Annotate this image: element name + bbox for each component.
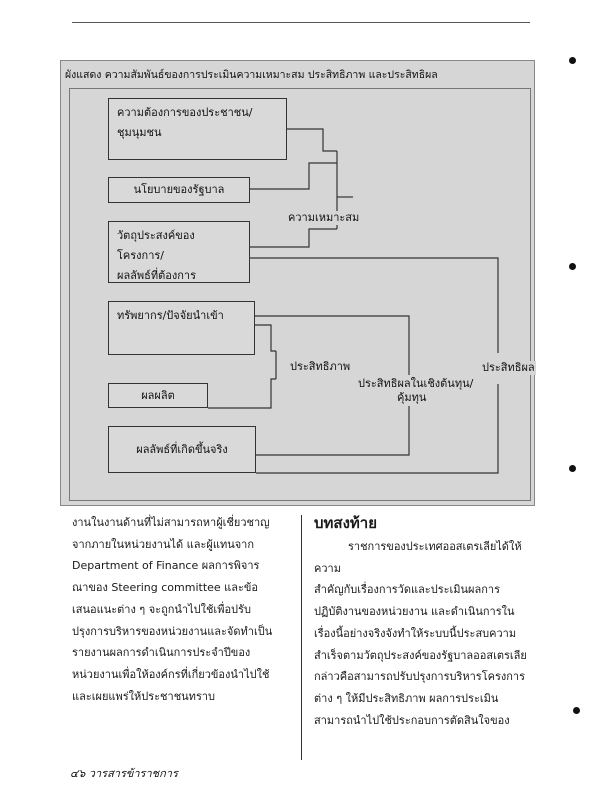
box-actual-outcome	[108, 426, 256, 473]
box-public-needs-line2: ชุมนุมชน	[117, 126, 162, 139]
box-output-label: ผลผลิต	[141, 388, 175, 402]
left-line: เสนอแนะต่าง ๆ จะถูกนำไปใช้เพื่อปรับ	[72, 602, 251, 616]
section-heading: บทสงท้าย	[314, 514, 377, 532]
left-line: Department of Finance ผลการพิจาร	[72, 559, 260, 573]
relationship-diagram	[60, 60, 535, 506]
left-line: จากภายในหน่วยงานได้ และผู้แทนจาก	[72, 537, 255, 551]
right-line: สำเร็จตามวัตถุประสงค์ของรัฐบาลออสเตรเลีย	[314, 648, 527, 662]
top-rule	[72, 22, 530, 23]
diagram-title: ผังแสดง ความสัมพันธ์ของการประเมินความเหมาะสม ประสิทธิภาพ และประสิทธิผล	[65, 69, 438, 81]
box-resources-inputs-label: ทรัพยากร/ปัจจัยนำเข้า	[117, 309, 224, 322]
margin-bullet-3	[569, 465, 576, 472]
right-line: สำคัญกับเรื่องการวัดและประเมินผลการ	[314, 583, 500, 597]
right-line: ปฏิบัติงานของหน่วยงาน และดำเนินการใน	[314, 605, 515, 619]
right-line: ต่าง ๆ ให้มีประสิทธิภาพ ผลการประเมิน	[314, 691, 499, 705]
left-line: รายงานผลการดำเนินการประจำปีของ	[72, 646, 251, 660]
right-line: เรื่องนี้อย่างจริงจังทำให้ระบบนี้ประสบความ	[314, 626, 517, 640]
box-public-needs	[108, 98, 287, 160]
left-line: งานในงานด้านที่ไม่สามารถหาผู้เชี่ยวชาญ	[72, 516, 270, 529]
box-output	[108, 383, 208, 408]
left-line: ณาของ Steering committee และข้อ	[72, 581, 259, 595]
right-line: สามารถนำไปใช้ประกอบการตัดสินใจของ	[314, 713, 510, 727]
page-footer: ๔๖ วารสารข้าราชการ	[70, 767, 178, 780]
label-effectiveness: ประสิทธิผล	[482, 361, 535, 374]
left-line: ปรุงการบริหารของหน่วยงานและจัดทำเป็น	[72, 624, 273, 638]
label-relevance: ความเหมาะสม	[288, 211, 360, 224]
right-text-column	[314, 510, 536, 731]
box-government-policy	[108, 177, 250, 203]
right-line: ราชการของประเทศออสเตรเลียได้ให้ความ	[314, 540, 522, 575]
box-actual-outcome-label: ผลลัพธ์ที่เกิดขึ้นจริง	[136, 442, 228, 456]
right-line: กล่าวคือสามารถปรับปรุงการบริหารโครงการ	[314, 670, 526, 684]
box-resources-inputs	[108, 301, 255, 355]
box-project-objectives-line2: ผลลัพธ์ที่ต้องการ	[117, 269, 197, 282]
left-line: และเผยแพร่ให้ประชาชนทราบ	[72, 689, 216, 703]
column-divider	[301, 515, 302, 760]
margin-bullet-1	[569, 57, 576, 64]
box-project-objectives	[108, 221, 250, 283]
label-cost-effectiveness-2: คุ้มทุน	[397, 391, 427, 404]
left-line: หน่วยงานเพื่อให้องค์กรที่เกี่ยวข้องนำไปใช้	[72, 667, 270, 681]
label-efficiency: ประสิทธิภาพ	[290, 360, 351, 373]
margin-bullet-4	[573, 707, 580, 714]
margin-bullet-2	[569, 263, 576, 270]
box-project-objectives-line1: วัตถุประสงค์ของโครงการ/	[117, 229, 195, 262]
box-public-needs-line1: ความต้องการของประชาชน/	[117, 106, 253, 119]
left-text-column	[72, 512, 294, 707]
label-cost-effectiveness-1: ประสิทธิผลในเชิงต้นทุน/	[358, 377, 474, 390]
box-government-policy-label: นโยบายของรัฐบาล	[133, 183, 225, 196]
